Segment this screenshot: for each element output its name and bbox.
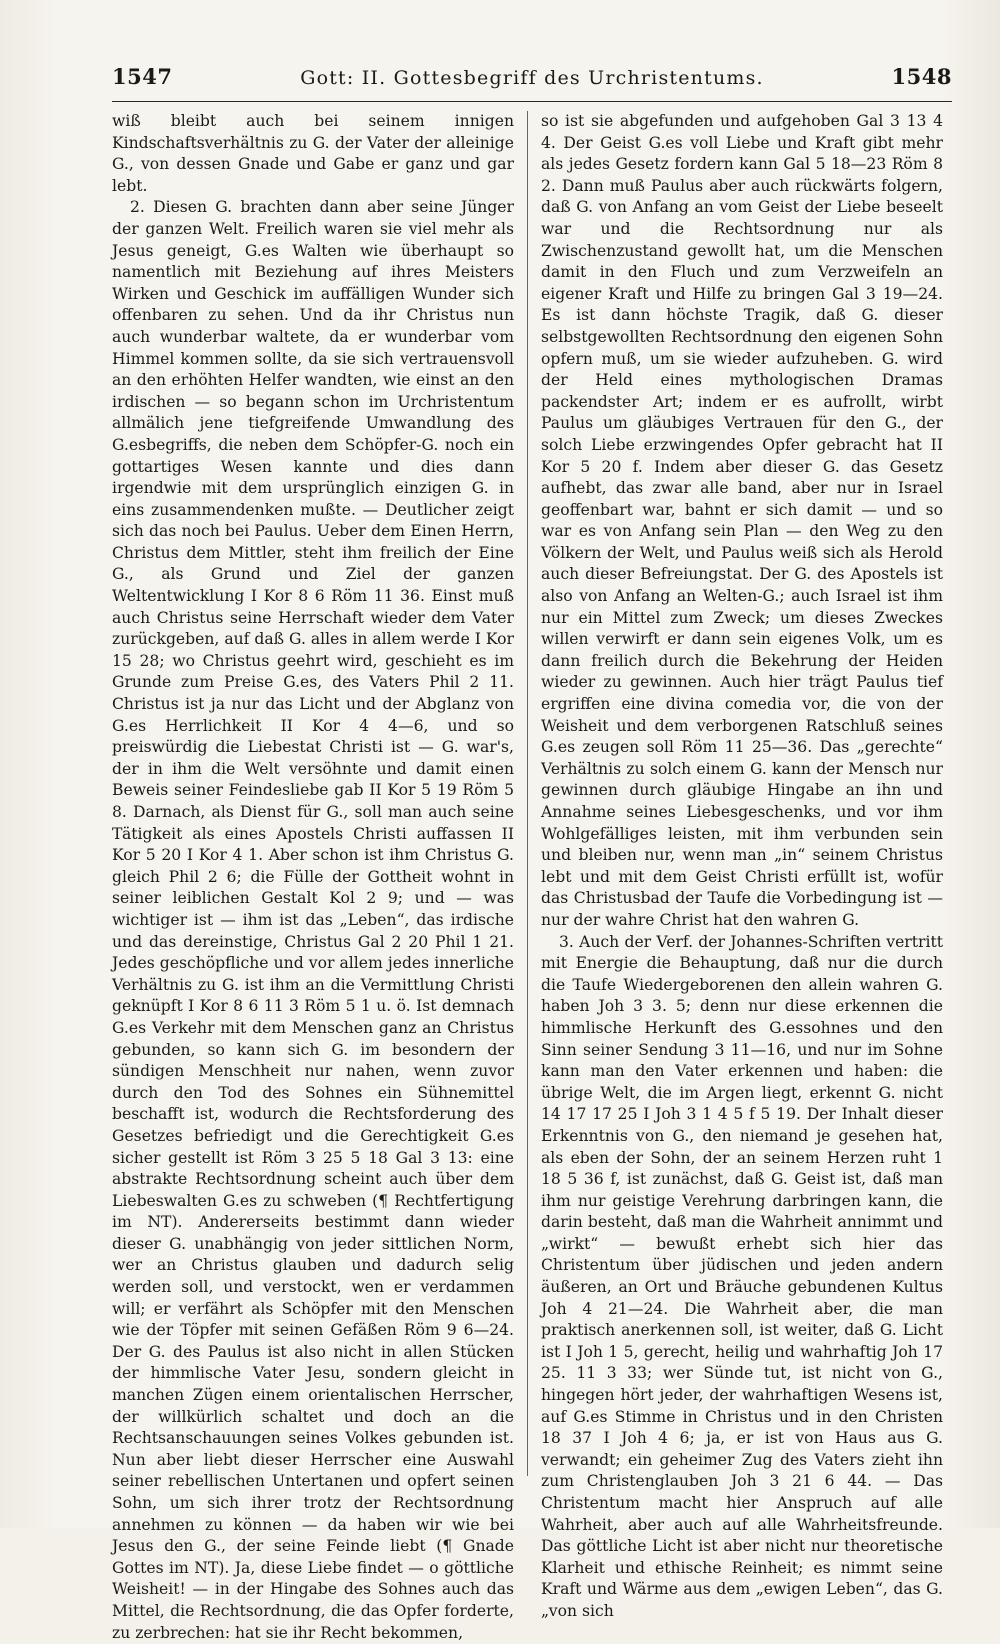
right-page-number: 1548 [891,64,952,89]
column-divider [527,111,528,1476]
left-paragraph-1: wiß bleibt auch bei seinem innigen Kindschaftsverhältnis zu G. der Vater der alleinige G., von dessen Gnade und Gabe er ganz und gar lebt. [112,112,514,195]
running-title: Gott: II. Gottesbegriff des Urchristentums. [300,67,764,89]
right-column [541,111,943,1620]
right-paragraph-2: 3. Auch der Verf. der Johannes-Schriften vertritt mit Energie die Behauptung, daß nur die durch die Taufe Wiedergeborenen den allein wahren G. haben Joh 3 3. 5; denn nur diese erkennen die himmlische Herkunft des G.essohnes und den Sinn seiner Sendung 3 11—16, und nur im Sohne kann man den Vater erkennen und haben: die übrige Welt, die im Argen liegt, erkennt G. nicht 14 17 17 25 I Joh 3 1 4 5 f 5 19. Der Inhalt dieser Erkenntnis von G., den niemand je gesehen hat, als eben der Sohn, der an seinem Herzen ruht 1 18 5 36 f, ist zunächst, daß G. Geist ist, daß man ihm nur geistige Verehrung darbringen kann, die darin besteht, daß man die Wahrheit annimmt und „wirkt“ — bewußt erhebt sich hier das Christentum über jüdischen und jeden andern äußeren, an Ort und Bräuche gebundenen Kultus Joh 4 21—24. Die Wahrheit aber, die man praktisch anerkennen soll, ist weiter, daß G. Licht ist I Joh 1 5, gerecht, heilig und wahrhaftig Joh 17 25. 11 3 33; wer Sünde tut, ist nicht von G., hingegen hört jeder, der wahrhaftigen Wesens ist, auf G.es Stimme in Christus und in den Christen 18 37 I Joh 4 6; ja, er ist von Haus aus G. verwandt; ein geheimer Zug des Vaters zieht ihn zum Christenglauben Joh 3 21 6 44. — Das Christentum macht hier Anspruch auf alle Wahrheit, aber auch auf alle Wahrheitsfreunde. Das göttliche Licht ist aber nicht nur theoretische Klarheit und ethische Reinheit; es nimmt seine Kraft und Wärme aus dem „ewigen Leben“, das G. „von sich [541,932,943,1620]
left-paragraph-2: 2. Diesen G. brachten dann aber seine Jünger der ganzen Welt. Freilich waren sie viel mehr als Jesus geneigt, G.es Walten wie überhaupt so namentlich mit Beziehung auf ihres Meisters Wirken und Geschick im auffälligen Wunder sich offenbaren zu sehen. Und da ihr Christus nun auch wunderbar waltete, da er wunderbar vom Himmel kommen sollte, da sie sich vertrauensvoll an den erhöhten Helfer wandten, wie einst an den irdischen — so begann schon im Urchristentum allmälich jene tiefgreifende Umwandlung des G.esbegriffs, die neben dem Schöpfer-G. noch ein gottartiges Wesen kannte und dies dann irgendwie mit dem ursprünglich einzigen G. in eins zusammendenken mußte. — Deutlicher zeigt sich das noch bei Paulus. Ueber dem Einen Herrn, Christus dem Mittler, steht ihm freilich der Eine G., als Grund und Ziel der ganzen Weltentwicklung I Kor 8 6 Röm 11 36. Einst muß auch Christus seine Herrschaft wieder dem Vater zurückgeben, auf daß G. alles in allem werde I Kor 15 28; wo Christus geehrt wird, geschieht es im Grunde zum Preise G.es, des Vaters Phil 2 11. Christus ist ja nur das Licht und der Abglanz von G.es Herrlichkeit II Kor 4 4—6, und so preiswürdig die Liebestat Christi ist — G. war's, der in ihm die Welt versöhnte und damit einen Beweis seiner Feindesliebe gab II Kor 5 19 Röm 5 8. Darnach, als Dienst für G., soll man auch seine Tätigkeit als eines Apostels Christi auffassen II Kor 5 20 I Kor 4 1. Aber schon ist ihm Christus G. gleich Phil 2 6; die Fülle der Gottheit wohnt in seiner leiblichen Gestalt Kol 2 9; und — was wichtiger ist — ihm ist das „Leben“, das irdische und das dereinstige, Christus Gal 2 20 Phil 1 21. Jedes geschöpfliche und vor allem jedes innerliche Verhältnis zu G. ist ihm an die Vermittlung Christi geknüpft I Kor 8 6 11 3 Röm 5 1 u. ö. Ist demnach G.es Verkehr mit dem Menschen ganz an Christus gebunden, so kann sich G. im besondern der sündigen Menschheit nur nahen, wenn zuvor durch den Tod des Sohnes ein Sühnemittel beschafft ist, wodurch die Rechtsforderung des Gesetzes befriedigt und die Gerechtigkeit G.es sicher gestellt ist Röm 3 25 5 18 Gal 3 13: eine abstrakte Rechtsordnung scheint auch über dem Liebeswalten G.es zu schweben (¶ Rechtfertigung im NT). Andererseits bestimmt dann wieder dieser G. unabhängig von jeder sittlichen Norm, wer an Christus glauben und dadurch selig werden soll, und verstockt, wen er verdammen will; er verfährt als Schöpfer mit den Menschen wie der Töpfer mit seinen Gefäßen Röm 9 6—24. Der G. des Paulus ist also nicht in allen Stücken der himmlische Vater Jesu, sondern gleicht in manchen Zügen einem orientalischen Herrscher, der willkürlich schaltet und doch an die Rechtsanschauungen seines Volkes gebunden ist. Nun aber liebt dieser Herrscher eine Auswahl seiner rebellischen Untertanen und opfert seinen Sohn, um sich ihrer trotz der Rechtsordnung annehmen zu können — da haben wir wie bei Jesus den G., der seine Feinde liebt (¶ Gnade Gottes im NT). Ja, diese Liebe findet — o göttliche Weisheit! — in der Hingabe des Sohnes auch das Mittel, die Rechtsordnung, die das Opfer forderte, zu zerbrechen: hat sie ihr Recht bekommen, [112,198,514,1642]
page-header [112,64,952,98]
left-page-number: 1547 [112,64,173,89]
header-rule [112,101,952,102]
right-paragraph-1: so ist sie abgefunden und aufgehoben Gal 3 13 4 4. Der Geist G.es voll Liebe und Kraft gibt mehr als jedes Gesetz fordern kann Gal 5 18—23 Röm 8 2. Dann muß Paulus aber auch rückwärts folgern, daß G. von Anfang an vom Geist der Liebe beseelt war und die Rechtsordnung nur als Zwischenzustand gewollt hat, um die Menschen damit in den Fluch und zum Verzweifeln an eigener Kraft und Hilfe zu bringen Gal 3 19—24. Es ist dann höchste Tragik, daß G. dieser selbstgewollten Rechtsordnung den eigenen Sohn opfern muß, um sie wieder aufzuheben. G. wird der Held eines mythologischen Dramas packendster Art; indem er es aufrollt, wirbt Paulus um gläubiges Vertrauen für den G., der solch Liebe erzwingendes Opfer gebracht hat II Kor 5 20 f. Indem aber dieser G. das Gesetz aufhebt, das zwar alle band, aber nur in Israel geoffenbart war, bahnt er sich damit — und so war es von Anfang sein Plan — den Weg zu den Völkern der Welt, und Paulus weiß sich als Herold auch dieser Befreiungstat. Der G. des Apostels ist also von Anfang an Welten-G.; auch Israel ist ihm nur ein Mittel zum Zweck; um dieses Zweckes willen verwirft er dann sein eigenes Volk, um es dann freilich durch die Bekehrung der Heiden wieder zu gewinnen. Auch hier trägt Paulus tief ergriffen eine divina comedia vor, die von der Weisheit und dem verborgenen Ratschluß seines G.es zeugen soll Röm 11 25—36. Das „gerechte“ Verhältnis zu solch einem G. kann der Mensch nur gewinnen durch gläubige Hingabe an ihn und Annahme seines Liebesgeschenks, und vor ihm Wohlgefälliges leisten, mit ihm verbunden sein und bleiben nur, wenn man „in“ seinem Christus lebt und mit dem Geist Christi erfüllt ist, wofür das Christusbad der Taufe die Vorbedingung ist — nur der wahre Christ hat den wahren G. [541,112,943,929]
left-column [112,111,514,1642]
